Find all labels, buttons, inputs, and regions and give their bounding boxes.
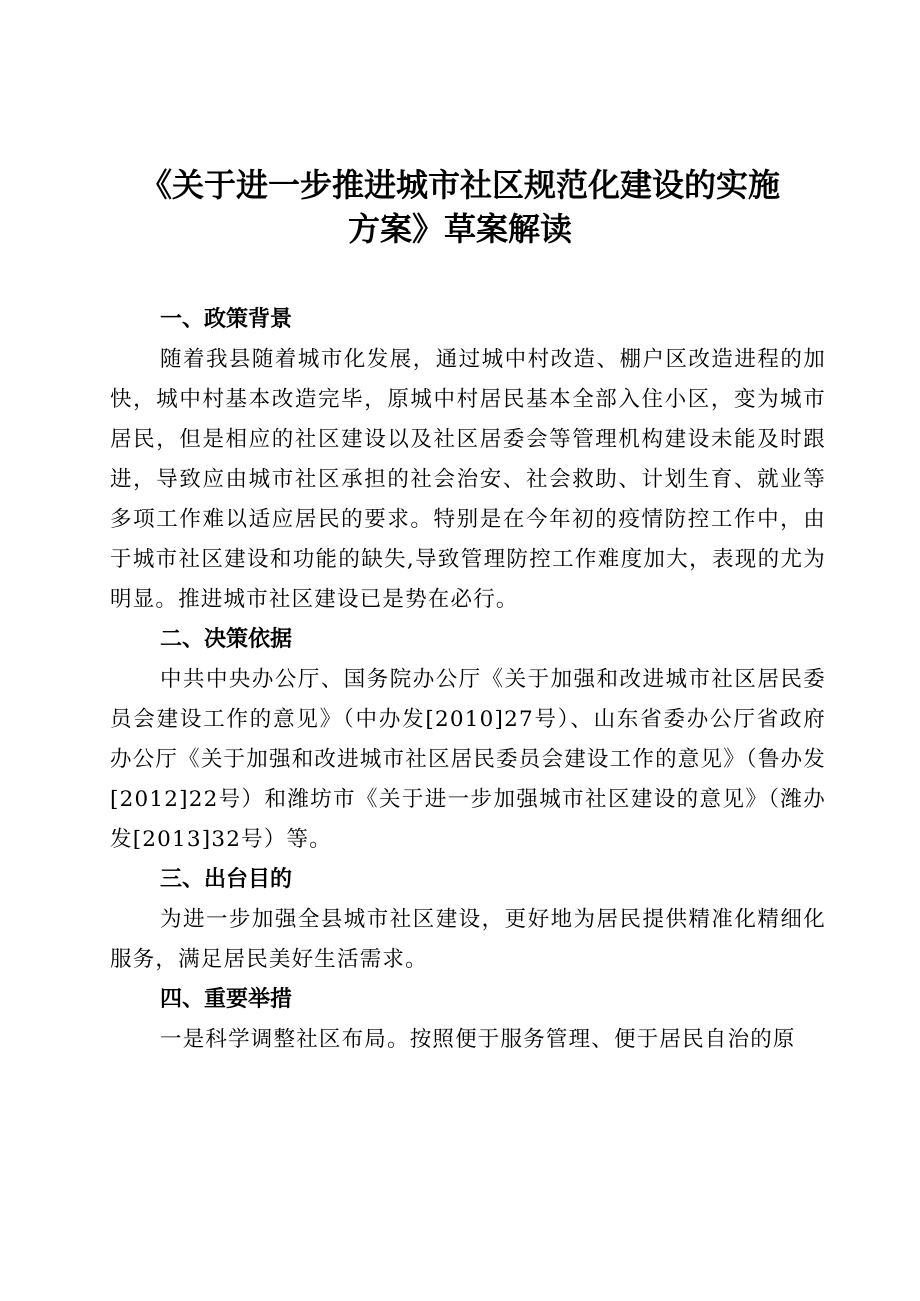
document-body: [110, 300, 826, 1060]
document-title: [100, 163, 820, 251]
section-heading: 四、重要举措: [160, 987, 293, 1012]
section-decision-basis: [110, 620, 826, 860]
title-line-1: 《关于进一步推进城市社区规范化建设的实施: [139, 166, 780, 204]
section-paragraph: 中共中央办公厅、国务院办公厅《关于加强和改进城市社区居民委员会建设工作的意见》（中办发[2010]27号）、山东省委办公厅省政府办公厅《关于加强和改进城市社区居民委员会建设工作的意见》（鲁办发[2012]22号）和潍坊市《关于进一步加强城市社区建设的意见》（潍办发[2013]32号）等。: [110, 667, 826, 852]
section-purpose: [110, 860, 826, 980]
section-heading: 一、政策背景: [160, 307, 293, 332]
section-key-measures: [110, 980, 826, 1060]
section-heading: 二、决策依据: [160, 627, 293, 652]
section-paragraph: 随着我县随着城市化发展，通过城中村改造、棚户区改造进程的加快，城中村基本改造完毕，原城中村居民基本全部入住小区，变为城市居民，但是相应的社区建设以及社区居委会等管理机构建设未能及时跟进，导致应由城市社区承担的社会治安、社会救助、计划生育、就业等多项工作难以适应居民的要求。特别是在今年初的疫情防控工作中，由于城市社区建设和功能的缺失,导致管理防控工作难度加大，表现的尤为明显。推进城市社区建设已是势在必行。: [110, 347, 826, 612]
title-line-2: 方案》草案解读: [347, 210, 572, 248]
section-policy-background: [110, 300, 826, 620]
section-paragraph: 一是科学调整社区布局。按照便于服务管理、便于居民自治的原: [160, 1027, 796, 1052]
section-paragraph: 为进一步加强全县城市社区建设，更好地为居民提供精准化精细化服务，满足居民美好生活需求。: [110, 907, 826, 972]
section-heading: 三、出台目的: [160, 867, 293, 892]
